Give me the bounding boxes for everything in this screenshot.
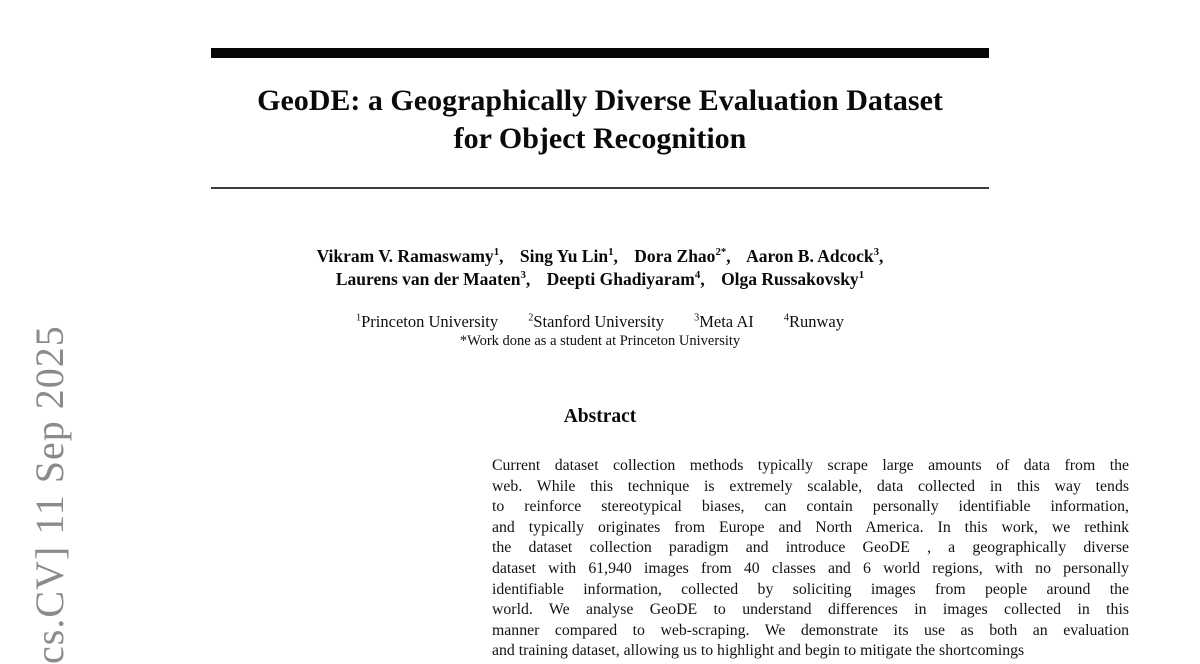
author-list	[211, 245, 989, 290]
author-affiliation-mark: 3	[873, 246, 880, 259]
content-column	[211, 0, 1129, 660]
author-affiliation-mark: 3	[520, 268, 526, 281]
arxiv-sidebar-stamp: cs.CV] 11 Sep 2025	[27, 325, 72, 664]
abstract-line: to reinforce stereotypical biases, can contain personally identifiable information,	[492, 498, 1129, 516]
author-separator: ,	[700, 268, 705, 289]
affiliation	[528, 312, 664, 331]
abstract-line: manner compared to web-scraping. We demonstrate its use as both an evaluation	[492, 621, 1129, 639]
author-separator: ,	[726, 246, 731, 266]
author-line-2	[211, 268, 989, 291]
affiliation	[356, 312, 498, 331]
affiliation-mark: 1	[356, 312, 362, 324]
author	[520, 246, 618, 266]
author-name: Dora Zhao	[634, 246, 716, 266]
abstract-text	[492, 456, 1129, 662]
abstract-line: world. We analyse GeoDE to understand differences in images collected in this	[492, 601, 1129, 619]
author-affiliation-mark: 1	[493, 246, 500, 259]
affiliation-mark: 3	[694, 312, 700, 324]
author-separator: ,	[525, 268, 531, 289]
affiliation-name: Princeton University	[361, 312, 499, 331]
abstract-line: the dataset collection paradigm and introduce GeoDE , a geographically diverse	[492, 539, 1129, 557]
title-line-2: for Object Recognition	[453, 122, 747, 155]
author	[746, 246, 883, 266]
abstract-heading: Abstract	[563, 406, 637, 427]
affiliation	[694, 312, 754, 331]
abstract-line: web. While this technique is extremely scalable, data collected in this way tends	[492, 477, 1129, 495]
affiliation-list	[211, 311, 989, 332]
student-work-footnote: *Work done as a student at Princeton University	[459, 333, 741, 349]
author-separator: ,	[613, 246, 618, 266]
affiliation-name: Meta AI	[699, 312, 754, 331]
author	[336, 269, 530, 289]
author-name: Laurens van der Maaten	[335, 268, 521, 289]
paper-title	[211, 82, 989, 158]
author	[547, 269, 705, 289]
affiliation-mark: 4	[783, 312, 789, 324]
author-name: Deepti Ghadiyaram	[546, 268, 695, 289]
abstract-line: dataset with 61,940 images from 40 classes and 6 world regions, with no personally	[492, 559, 1129, 577]
author-name: Olga Russakovsky	[721, 268, 859, 289]
author-affiliation-mark: 1	[608, 246, 614, 259]
author	[317, 246, 504, 266]
author-separator: ,	[499, 246, 504, 266]
author-name: Vikram V. Ramaswamy	[316, 246, 494, 266]
author	[634, 246, 730, 266]
author-name: Aaron B. Adcock	[746, 246, 874, 266]
affiliation-mark: 2	[528, 312, 534, 324]
abstract-line: identifiable information, collected by soliciting images from people around the	[492, 580, 1129, 598]
author-name: Sing Yu Lin	[519, 246, 609, 266]
affiliation	[784, 312, 844, 331]
author-affiliation-mark: 2*	[715, 246, 727, 259]
author-line-1	[211, 245, 989, 268]
affiliation-name: Runway	[788, 312, 844, 331]
title-rule-top	[211, 48, 989, 58]
author-affiliation-mark: 1	[858, 268, 865, 281]
abstract-line: and training dataset, allowing us to highlight and begin to mitigate the shortcomings	[492, 642, 1025, 660]
abstract-line: Current dataset collection methods typically scrape large amounts of data from the	[492, 457, 1129, 474]
author-separator: ,	[879, 246, 884, 266]
abstract-line: and typically originates from Europe and North America. In this work, we rethink	[492, 518, 1129, 536]
author	[721, 269, 864, 289]
title-rule-bottom	[211, 187, 989, 189]
title-line-1: GeoDE: a Geographically Diverse Evaluation Dataset	[257, 84, 943, 117]
affiliation-name: Stanford University	[533, 312, 664, 331]
author-affiliation-mark: 4	[694, 268, 701, 281]
